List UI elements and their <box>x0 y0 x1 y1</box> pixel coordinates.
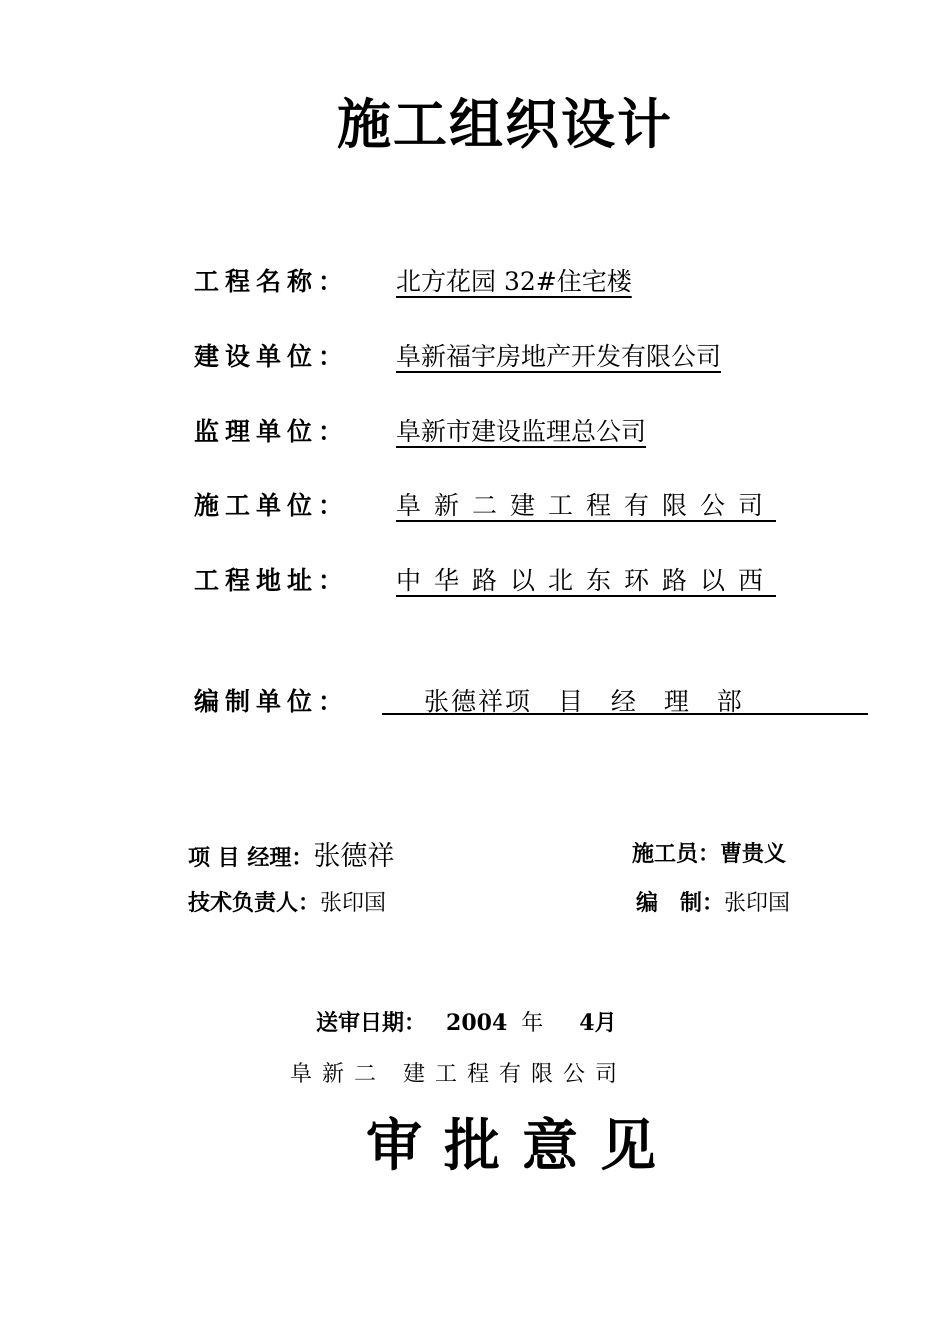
field-value-supervisor: 阜新市建设监理总公司 <box>396 417 647 446</box>
editor-label: 编 制： <box>636 890 725 916</box>
editor <box>636 886 790 917</box>
construction-worker <box>632 837 786 868</box>
approval-heading: 审批意见 <box>366 1113 678 1179</box>
construction-worker-label: 施工员： <box>632 841 721 867</box>
field-label-supervisor: 监理单位： <box>194 417 350 446</box>
field-value-contractor: 阜新二建工程有限公司 <box>396 491 777 520</box>
field-label-developer: 建设单位： <box>194 342 350 371</box>
technical-lead-label: 技术负责人： <box>188 890 321 916</box>
field-label-project-name: 工程名称： <box>194 267 350 296</box>
field-value-project-name: 北方花园 32#住宅楼 <box>396 267 632 296</box>
submission-year-unit: 年 <box>521 1011 544 1036</box>
submission-month-unit: 月 <box>594 1010 617 1036</box>
field-label-address: 工程地址： <box>194 566 350 595</box>
submission-month: 4 <box>579 1010 595 1036</box>
field-label-compile-unit: 编制单位： <box>194 687 350 716</box>
submission-year: 2004 <box>446 1010 508 1036</box>
field-value-developer: 阜新福宇房地产开发有限公司 <box>396 342 722 371</box>
project-manager-label: 项 目 经理： <box>188 845 314 871</box>
submission-date <box>316 1006 617 1037</box>
submission-date-label: 送审日期： <box>316 1010 427 1036</box>
issuing-company: 阜新二 建工程有限公司 <box>290 1062 627 1087</box>
construction-worker-value: 曹贵义 <box>720 841 787 867</box>
technical-lead <box>188 886 386 917</box>
field-value-compile-unit: 张德祥项 目 经 理 部 <box>424 687 744 716</box>
project-manager <box>188 834 394 873</box>
project-manager-value: 张德祥 <box>313 841 395 872</box>
technical-lead-value: 张印国 <box>320 891 387 916</box>
document-title: 施工组织设计 <box>337 92 673 156</box>
editor-value: 张印国 <box>724 891 791 916</box>
field-label-contractor: 施工单位： <box>194 491 350 520</box>
field-value-address: 中华路以北东环路以西 <box>396 566 777 595</box>
